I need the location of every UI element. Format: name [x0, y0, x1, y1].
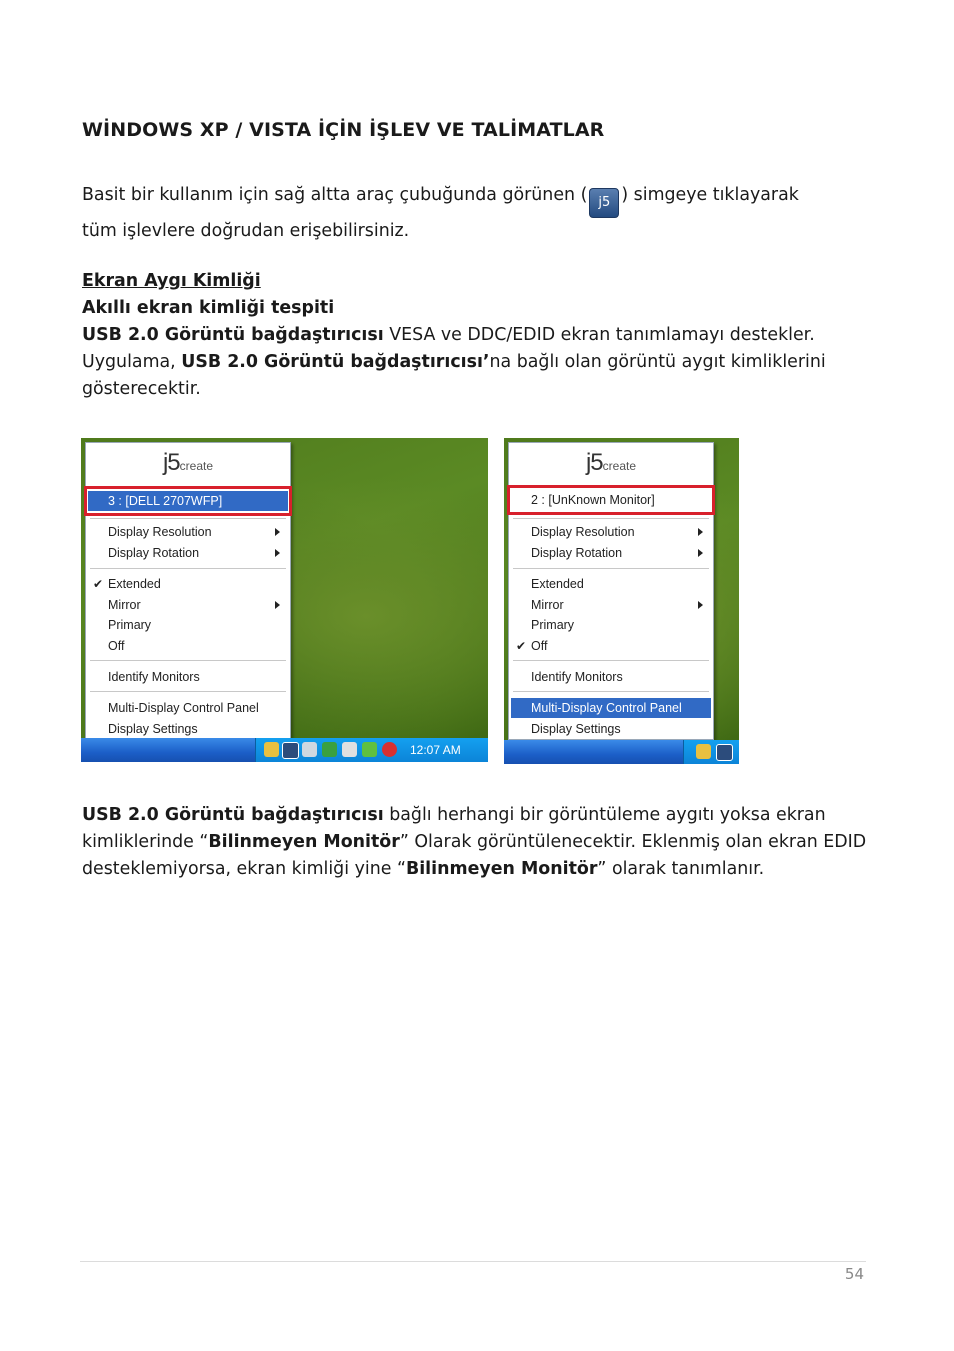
- unknown-monitor-term-2: Bilinmeyen Monitör: [405, 859, 598, 879]
- menu-separator: [90, 660, 286, 661]
- adapter-name: USB 2.0 Görüntü bağdaştırıcısı: [82, 325, 384, 345]
- speaker-icon[interactable]: [342, 742, 357, 757]
- section-p2: na bağlı olan görüntü aygıt kimliklerini: [489, 352, 826, 372]
- submenu-arrow-icon: [698, 601, 703, 609]
- bottom-text-2: kimliklerinde “: [82, 832, 209, 852]
- footer-divider: [80, 1261, 866, 1262]
- taskbar-clock: 12:07 AM: [410, 743, 461, 757]
- menu-multi-display[interactable]: Multi-Display Control Panel: [108, 701, 259, 715]
- j5create-logo: j5create: [585, 449, 637, 476]
- j5create-logo: j5create: [162, 449, 214, 476]
- submenu-arrow-icon: [275, 601, 280, 609]
- menu-primary[interactable]: Primary: [108, 618, 152, 632]
- adapter-name-2: USB 2.0 Görüntü bağdaştırıcısı’: [181, 352, 490, 372]
- security-shield-icon[interactable]: [382, 742, 397, 757]
- menu-off[interactable]: Off: [108, 639, 125, 653]
- monitor-id-item[interactable]: 2 : [UnKnown Monitor]: [531, 493, 655, 507]
- intro-text-1: Basit bir kullanım için sağ altta araç çubuğunda görünen (: [82, 185, 588, 205]
- section-p1: VESA ve DDC/EDID ekran tanımlamayı destekler.: [383, 325, 815, 345]
- menu-separator: [90, 518, 286, 519]
- menu-primary[interactable]: Primary: [531, 618, 575, 632]
- menu-separator: [513, 660, 709, 661]
- submenu-arrow-icon: [698, 549, 703, 557]
- section-p3: gösterecektir.: [82, 379, 201, 399]
- network-icon[interactable]: [362, 742, 377, 757]
- menu-mirror[interactable]: Mirror: [531, 598, 564, 612]
- menu-display-settings[interactable]: Display Settings: [108, 722, 198, 736]
- menu-separator: [90, 691, 286, 692]
- taskbar: [504, 740, 739, 764]
- menu-display-settings[interactable]: Display Settings: [531, 722, 621, 736]
- j5-context-menu: [85, 442, 291, 740]
- checkmark-icon: ✔: [516, 639, 527, 653]
- section-p2-start: Uygulama,: [82, 352, 182, 372]
- tray-icon[interactable]: [264, 742, 279, 757]
- menu-display-resolution[interactable]: Display Resolution: [108, 525, 212, 539]
- menu-extended[interactable]: Extended: [108, 577, 161, 591]
- checkmark-icon: ✔: [93, 577, 104, 591]
- bottom-text-3: ” Olarak görüntülenecektir. Eklenmiş olan ekran EDID: [399, 832, 867, 852]
- j5-tray-icon[interactable]: [282, 742, 299, 759]
- menu-separator: [90, 568, 286, 569]
- menu-separator: [513, 691, 709, 692]
- page-number: 54: [844, 1265, 864, 1283]
- bottom-paragraph: [82, 802, 882, 883]
- bottom-text-5: ” olarak tanımlanır.: [597, 859, 765, 879]
- tray-icon[interactable]: [322, 742, 337, 757]
- menu-identify-monitors[interactable]: Identify Monitors: [108, 670, 200, 684]
- unknown-monitor-term: Bilinmeyen Monitör: [208, 832, 400, 852]
- system-tray: [255, 738, 488, 762]
- intro-text-3: tüm işlevlere doğrudan erişebilirsiniz.: [82, 221, 410, 241]
- system-tray: [683, 740, 739, 764]
- menu-separator: [513, 518, 709, 519]
- bottom-text-1: bağlı herhangi bir görüntüleme aygıtı yoksa ekran: [383, 805, 826, 825]
- menu-display-resolution[interactable]: Display Resolution: [531, 525, 635, 539]
- menu-off[interactable]: Off: [531, 639, 548, 653]
- tray-icon[interactable]: [302, 742, 317, 757]
- page-title: WİNDOWS XP / VISTA İÇİN İŞLEV VE TALİMATLAR: [82, 119, 605, 141]
- screenshot-menu-unknown: [504, 438, 739, 764]
- submenu-arrow-icon: [698, 528, 703, 536]
- menu-display-rotation[interactable]: Display Rotation: [108, 546, 200, 560]
- menu-display-rotation[interactable]: Display Rotation: [531, 546, 623, 560]
- section-title: Ekran Aygı Kimliği: [82, 271, 261, 291]
- j5-tray-icon: j5: [589, 188, 619, 218]
- menu-extended[interactable]: Extended: [531, 577, 584, 591]
- menu-multi-display[interactable]: Multi-Display Control Panel: [531, 701, 682, 715]
- submenu-arrow-icon: [275, 549, 280, 557]
- tray-icon[interactable]: [696, 744, 711, 759]
- section-block: [82, 268, 882, 403]
- intro-text-2: ) simgeye tıklayarak: [621, 185, 799, 205]
- adapter-name-3: USB 2.0 Görüntü bağdaştırıcısı: [82, 805, 384, 825]
- j5-tray-icon[interactable]: [716, 744, 733, 761]
- menu-identify-monitors[interactable]: Identify Monitors: [531, 670, 623, 684]
- menu-mirror[interactable]: Mirror: [108, 598, 141, 612]
- bottom-text-4: desteklemiyorsa, ekran kimliği yine “: [82, 859, 406, 879]
- screenshot-menu-dell: [81, 438, 488, 762]
- menu-separator: [513, 568, 709, 569]
- section-subtitle: Akıllı ekran kimliği tespiti: [82, 298, 335, 318]
- j5-context-menu: [508, 442, 714, 740]
- monitor-id-item[interactable]: 3 : [DELL 2707WFP]: [108, 494, 223, 508]
- intro-paragraph: [82, 182, 882, 245]
- submenu-arrow-icon: [275, 528, 280, 536]
- taskbar: [81, 738, 488, 762]
